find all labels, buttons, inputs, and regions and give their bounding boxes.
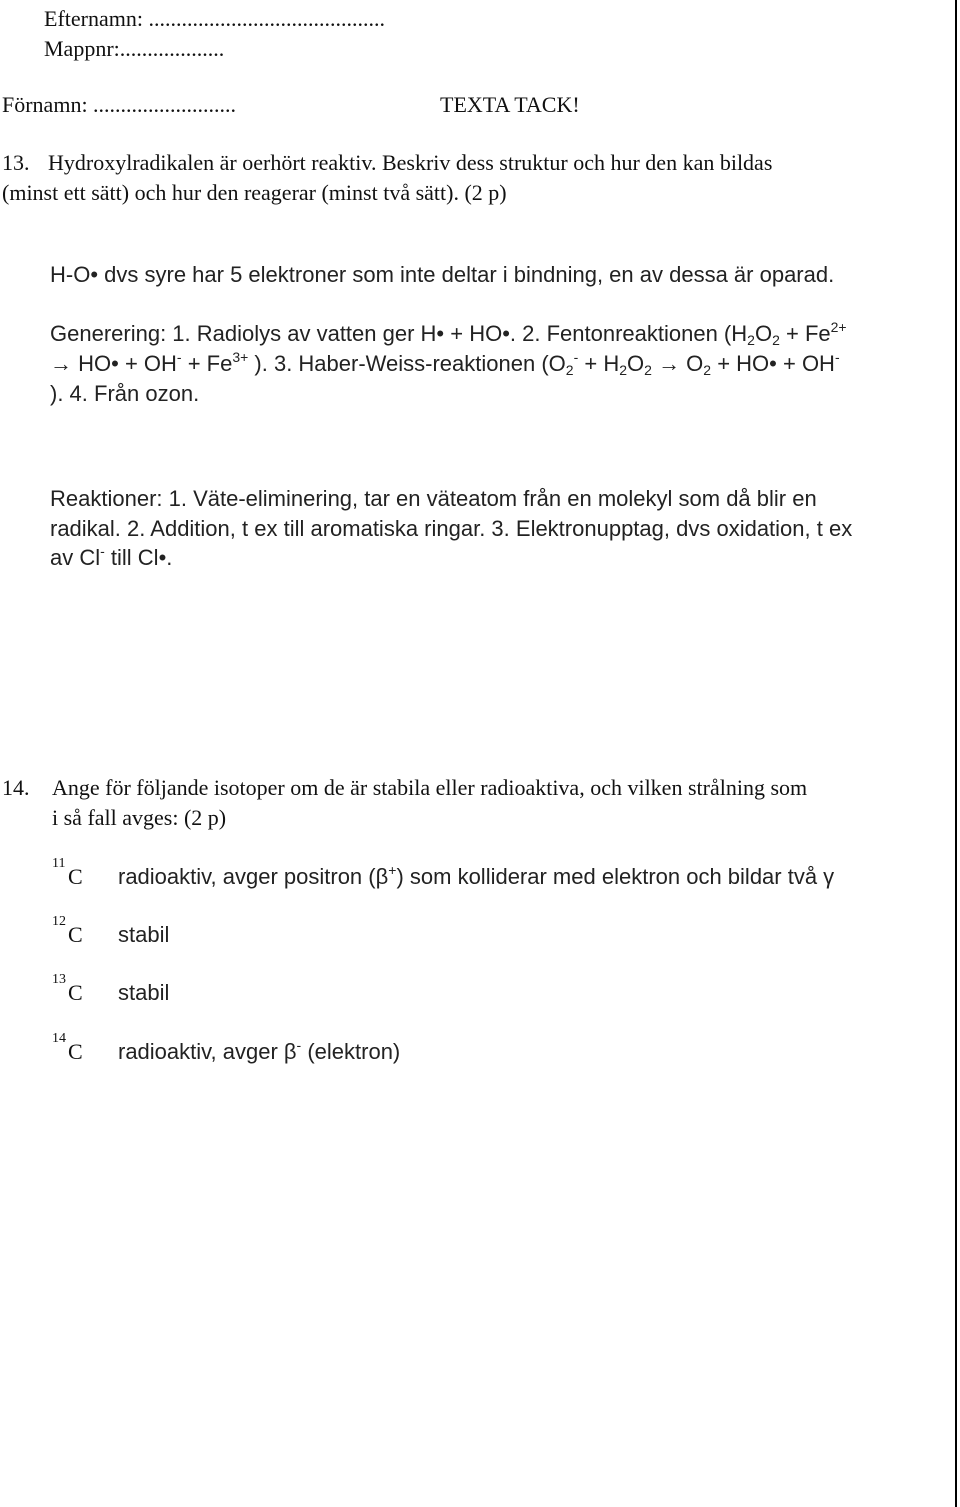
gen-text: + HO (444, 321, 503, 346)
subscript: 2 (644, 362, 652, 378)
q14-text-line1: Ange för följande isotoper om de är stabila eller radioaktiva, och vilken strålning som (52, 775, 808, 800)
superscript: - (834, 349, 840, 365)
radical-dot-icon: • (90, 262, 99, 287)
superscript: - (573, 349, 579, 365)
arrow-icon: → (50, 351, 72, 376)
mappnr-field: Mappnr:................... (44, 36, 225, 61)
gen-text: + Fe (779, 321, 831, 346)
react-text: . (166, 545, 173, 570)
radical-dot-icon: • (111, 351, 119, 376)
q13-text-line1: Hydroxylradikalen är oerhört reaktiv. Beskriv dess struktur och hur den kan bildas (48, 150, 773, 175)
subscript: 2 (703, 362, 712, 378)
gen-text: + HO (711, 351, 770, 376)
isotope-mass: 14 (52, 1031, 66, 1046)
radical-dot-icon: • (769, 351, 777, 376)
answer-text: (elektron) (301, 1039, 401, 1064)
structure-formula: H-O (50, 262, 91, 287)
arrow-icon: → (658, 351, 681, 376)
answer-text: radioaktiv, avger positron (β (118, 864, 389, 889)
isotope-element: C (68, 922, 83, 947)
q13-answer-generation-line2 (50, 351, 840, 377)
gen-text: HO (72, 351, 112, 376)
gen-text: + OH (776, 351, 835, 376)
isotope-mass: 11 (52, 856, 66, 871)
superscript: 3+ (232, 349, 249, 365)
isotope-answer: stabil (118, 922, 170, 947)
q13-answer-reactions-line2: radikal. 2. Addition, t ex till aromatiska ringar. 3. Elektronupptag, dvs oxidation, t ex (50, 516, 853, 541)
gen-text: + OH (118, 351, 177, 376)
q13-answer-reactions-line1: Reaktioner: 1. Väte-eliminering, tar en väteatom från en molekyl som då blir en (50, 486, 817, 511)
radical-dot-icon: • (436, 321, 445, 346)
structure-text: dvs syre har 5 elektroner som inte deltar i bindning, en av dessa är oparad. (98, 262, 835, 287)
gen-text: . 2. Fentonreaktionen (H (509, 321, 748, 346)
q13-answer-structure (50, 262, 834, 288)
answer-text: ) som kolliderar med elektron och bildar två γ (396, 864, 835, 889)
subscript: 2 (747, 332, 755, 348)
gen-text: O (754, 321, 773, 346)
isotope-element: C (68, 864, 83, 889)
isotope-mass: 13 (52, 972, 66, 987)
isotope-element: C (68, 980, 83, 1005)
isotope-mass: 12 (52, 914, 66, 929)
react-text: till Cl (104, 545, 159, 570)
q13-answer-generation-line3: ). 4. Från ozon. (50, 381, 200, 406)
subscript: 2 (619, 362, 628, 378)
superscript: - (100, 543, 105, 559)
fornamn-field: Förnamn: .......................... (2, 92, 237, 117)
gen-text: O (627, 351, 645, 376)
subscript: 2 (565, 362, 574, 378)
q14-text-line2: i så fall avges: (2 p) (52, 805, 227, 830)
q13-number: 13. (2, 150, 30, 175)
gen-text: Generering: 1. Radiolys av vatten ger H (50, 321, 437, 346)
radical-dot-icon: • (158, 545, 167, 570)
isotope-answer: stabil (118, 980, 170, 1005)
isotope-element: C (68, 1039, 83, 1064)
subscript: 2 (772, 332, 780, 348)
q13-text-line2: (minst ett sätt) och hur den reagerar (minst två sätt). (2 p) (2, 180, 507, 205)
gen-text: + Fe (181, 351, 233, 376)
texta-tack-note: TEXTA TACK! (440, 92, 580, 117)
radical-dot-icon: • (502, 321, 510, 346)
superscript: + (388, 862, 397, 878)
q13-answer-generation-line1 (50, 321, 847, 347)
answer-text: radioaktiv, avger β (118, 1039, 297, 1064)
efternamn-field: Efternamn: ........................................... (44, 6, 385, 31)
q14-number: 14. (2, 775, 30, 800)
q13-answer-reactions-line3 (50, 545, 172, 571)
gen-text: + H (578, 351, 620, 376)
superscript: - (176, 349, 182, 365)
gen-text: O (680, 351, 704, 376)
page-border-line (955, 0, 957, 1507)
superscript: 2+ (830, 319, 847, 335)
gen-text: ). 3. Haber-Weiss-reaktionen (O (248, 351, 566, 376)
isotope-answer (118, 1039, 400, 1065)
superscript: - (296, 1037, 302, 1053)
react-text: av Cl (50, 545, 101, 570)
isotope-answer (118, 864, 834, 890)
